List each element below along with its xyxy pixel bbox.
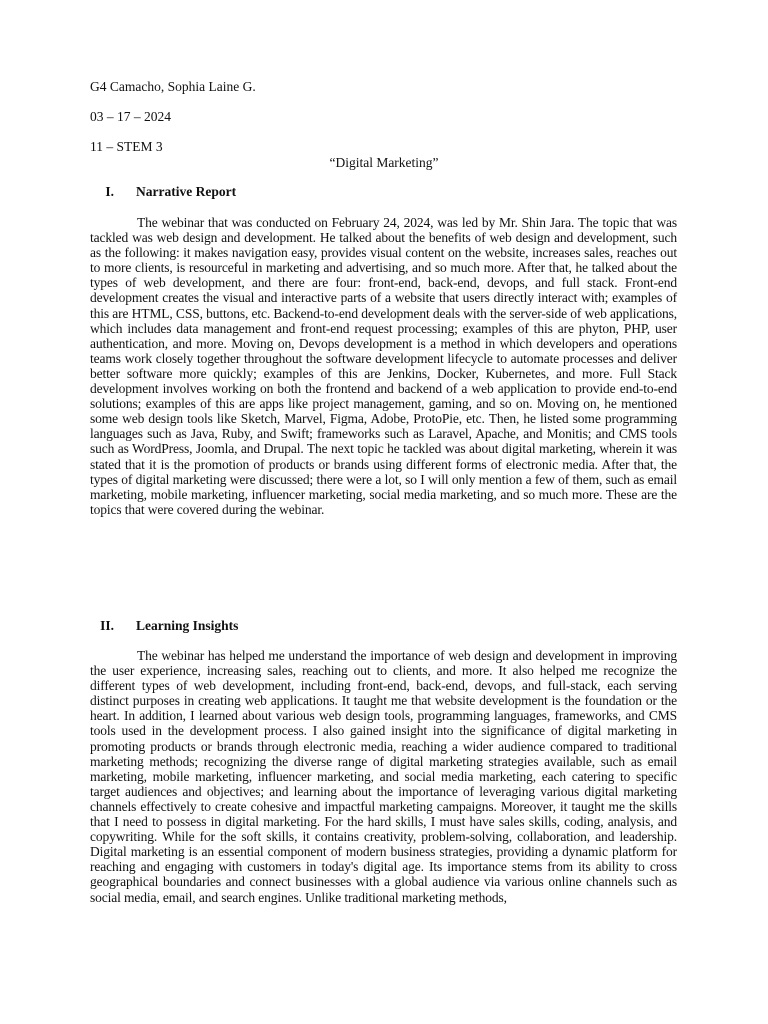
document-title: “Digital Marketing” <box>329 155 439 170</box>
narrative-report-paragraph: The webinar that was conducted on February 24, 2024, was led by Mr. Shin Jara. The topic that was tackled was web design and development. He talked about the benefits of web design and development, such as the following: it makes navigation easy, provides visual content on the website, increases sales, reaches out to more clients, is resourceful in marketing and advertising, and so much more. After that, he talked about the types of web development, and there are four: front-end, back-end, devops, and full stack. Front-end development creates the visual and interactive parts of a website that users directly interact with; examples of this are HTML, CSS, buttons, etc. Backend-to-end development deals with the server-side of web applications, which includes data management and front-end request processing; examples of this are phyton, PHP, user authentication, and more. Moving on, Devops development is a method in which developers and operations teams work closely together throughout the software development lifecycle to automate processes and deliver better software more quickly; examples of this are Jenkins, Docker, Kubernetes, and more. Full Stack development involves working on both the frontend and backend of a web application to provide end-to-end solutions; examples of this are apps like project management, gaming, and so on. Moving on, he mentioned some web design tools like Sketch, Marvel, Figma, Adobe, ProtoPie, etc. Then, he listed some programming languages such as Java, Ruby, and Swift; frameworks such as Laravel, Apache, and Monitis; and CMS tools such as WordPress, Joomla, and Drupal. The next topic he tackled was about digital marketing, wherein it was stated that it is the promotion of products or brands using different forms of electronic media. After that, the types of digital marketing were discussed; there were a lot, so I will only mention a few of them, such as email marketing, mobile marketing, influencer marketing, social media marketing, and so much more. These are the topics that were covered during the webinar. <box>90 215 677 517</box>
section-title: Narrative Report <box>136 184 237 199</box>
date-line: 03 – 17 – 2024 <box>90 109 171 124</box>
section-title: Learning Insights <box>136 618 239 633</box>
section-number: I. <box>105 184 114 199</box>
section-number: II. <box>100 618 114 633</box>
student-name-line: G4 Camacho, Sophia Laine G. <box>90 79 256 94</box>
learning-insights-paragraph: The webinar has helped me understand the importance of web design and development in improving the user experience, increasing sales, reaching out to clients, and more. It also helped me recognize the different types of web development, including front-end, back-end, devops, and full-stack, each serving distinct purposes in creating web applications. It taught me that website development is the foundation or the heart. In addition, I learned about various web design tools, programming languages, frameworks, and CMS tools used in the development process. I also gained insight into the significance of digital marketing in promoting products or brands through electronic media, reaching a wider audience compared to traditional marketing methods; recognizing the diverse range of digital marketing strategies available, such as email marketing, mobile marketing, influencer marketing, and social media marketing, each catering to specific target audiences and objectives; and learning about the importance of leveraging various digital marketing channels effectively to create cohesive and impactful marketing campaigns. Moreover, it taught me the skills that I need to possess in digital marketing. For the hard skills, I must have sales skills, coding, analysis, and copywriting. While for the soft skills, it contains creativity, problem-solving, collaboration, and leadership. Digital marketing is an essential component of modern business strategies, providing a dynamic platform for reaching and engaging with customers in today's digital age. Its importance stems from its ability to cross geographical boundaries and connect businesses with a global audience via various online channels such as social media, email, and search engines. Unlike traditional marketing methods, <box>90 648 677 905</box>
grade-section-line: 11 – STEM 3 <box>90 139 163 154</box>
